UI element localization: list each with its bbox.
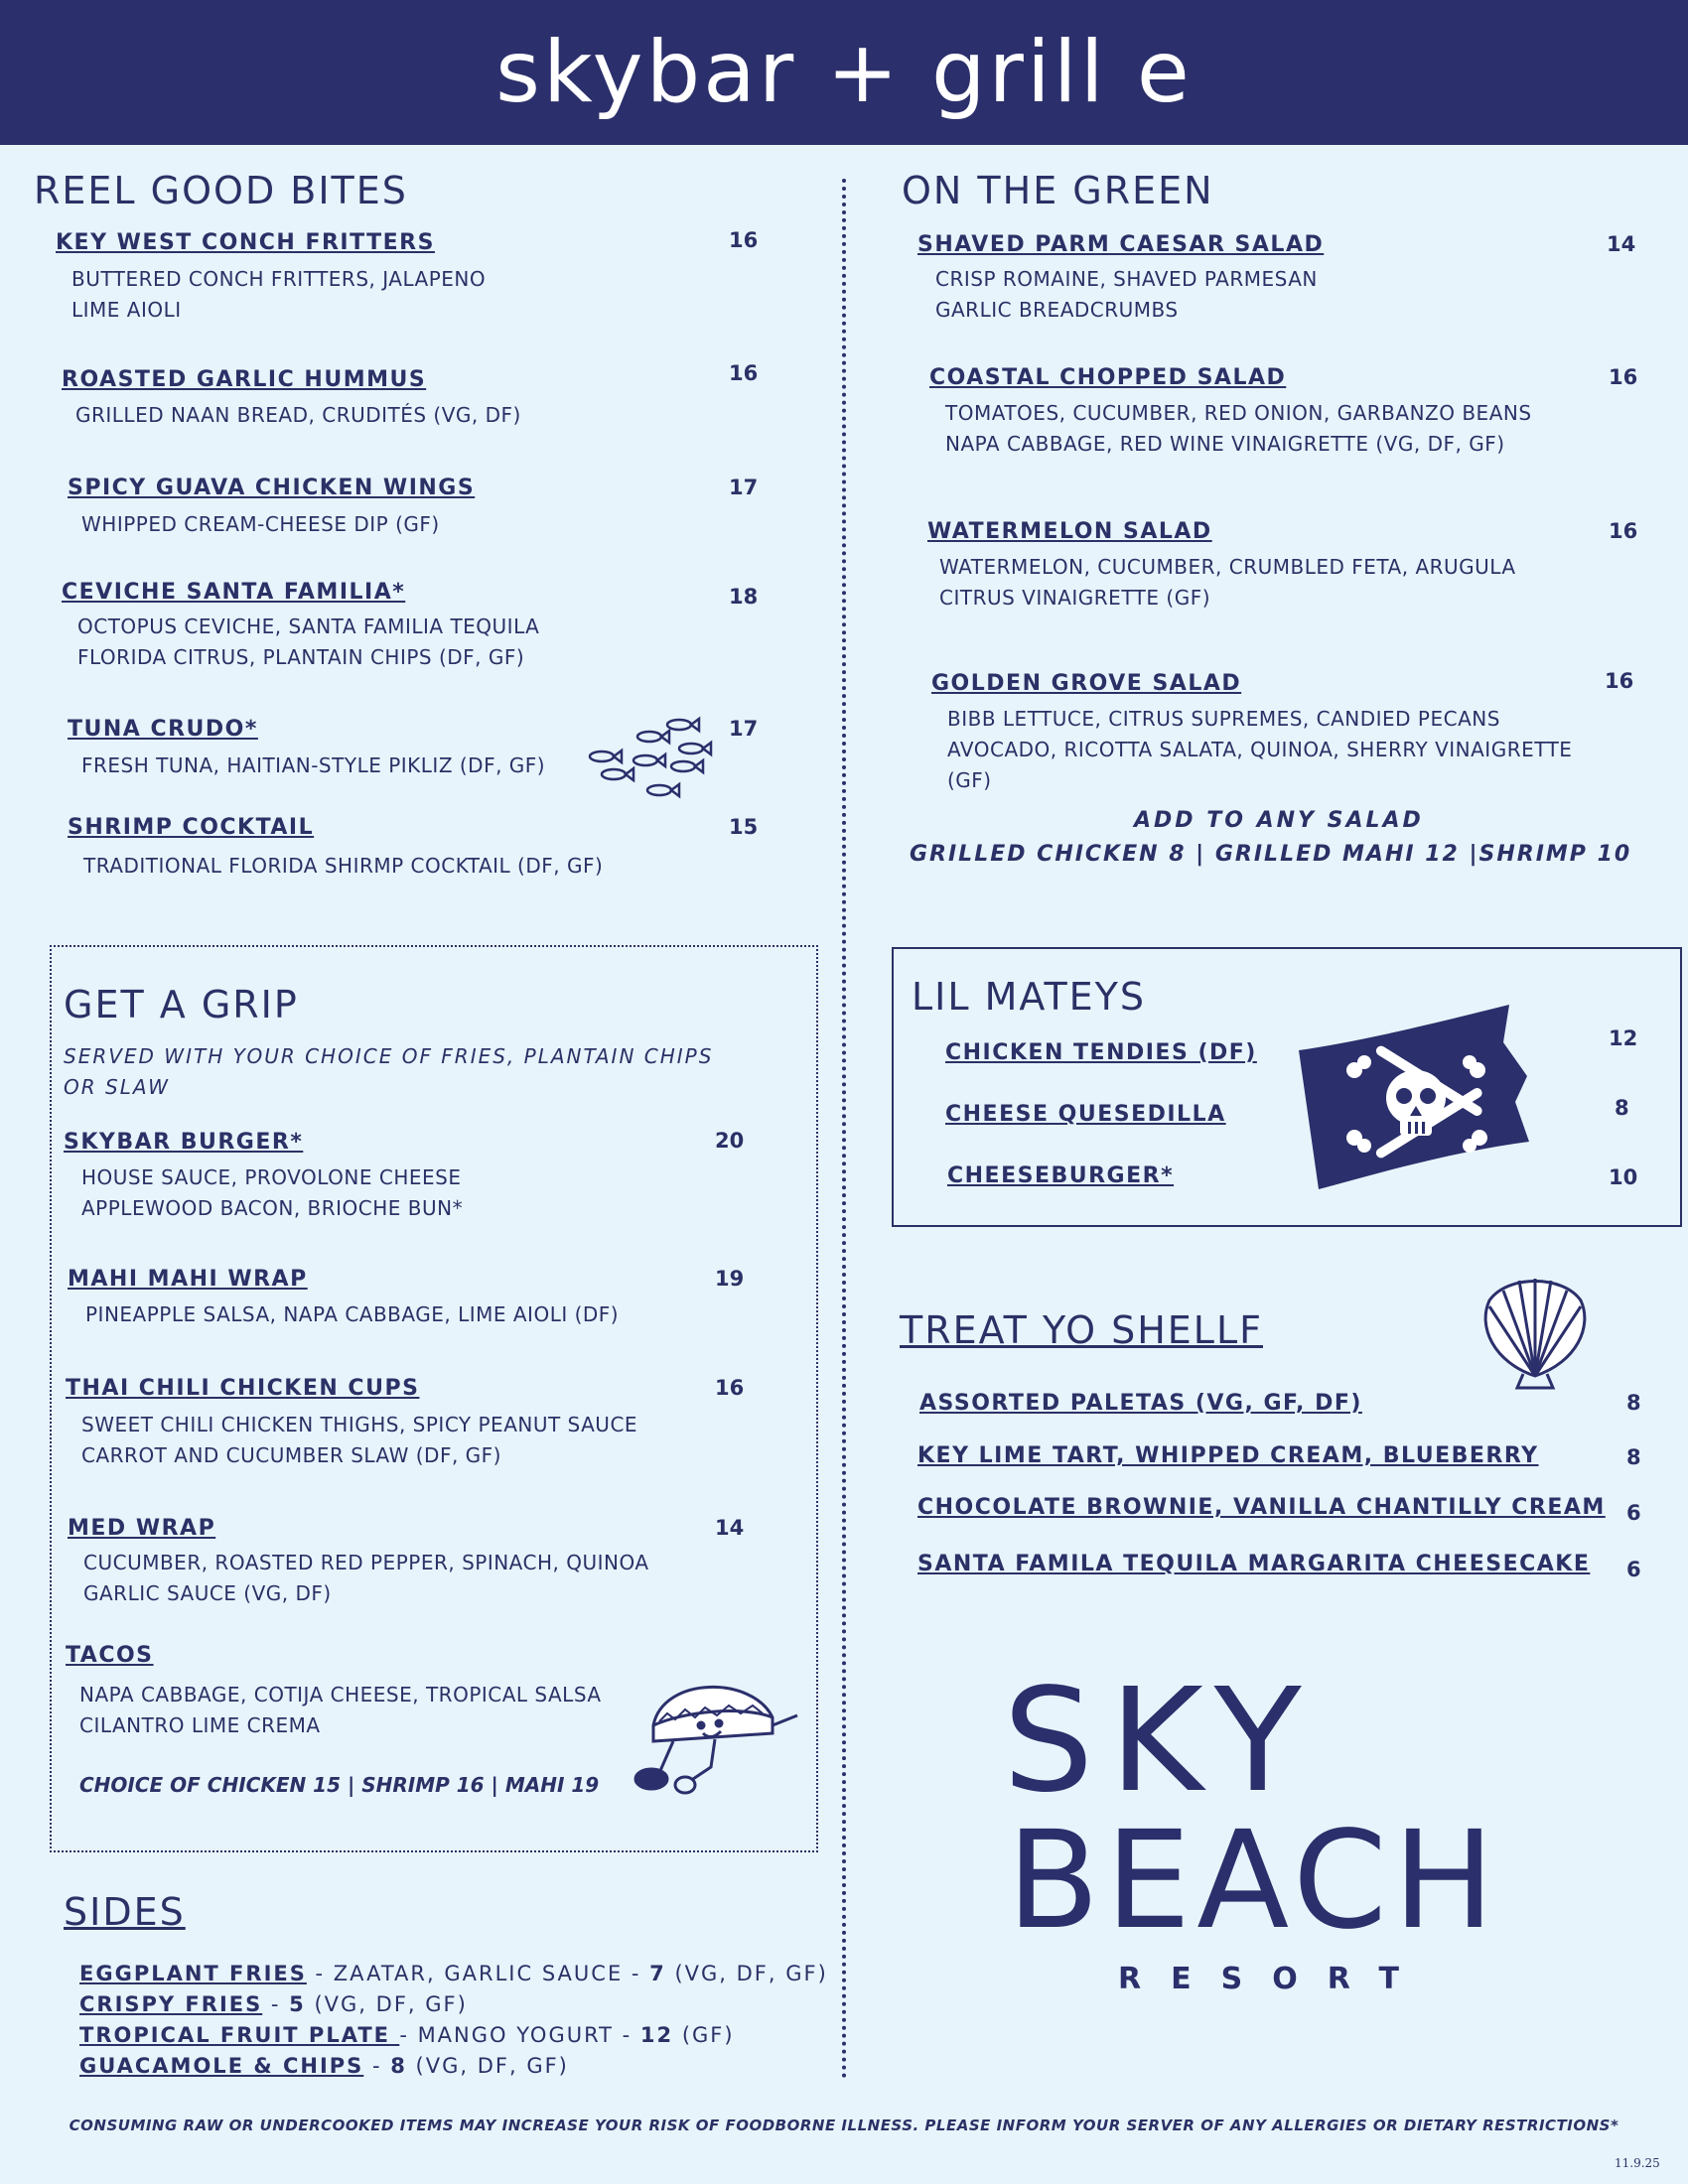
seashell-icon: [1474, 1267, 1597, 1390]
price-watermelon-salad: 16: [1609, 519, 1638, 543]
price-caesar-salad: 14: [1607, 232, 1636, 256]
section-title-reel-good-bites: REEL GOOD BITES: [34, 169, 408, 212]
sides-tags-guacamole: (VG, DF, GF): [406, 2054, 569, 2078]
price-skybar-burger: 20: [715, 1129, 745, 1153]
desc-thai-chili-cups-2: CARROT AND CUCUMBER SLAW (DF, GF): [81, 1443, 501, 1467]
logo-sky: SKY: [1003, 1657, 1318, 1824]
fish-school-icon: [584, 713, 723, 804]
sides-tags-eggplant-fries: (VG, DF, GF): [665, 1962, 828, 1985]
sides-price-eggplant-fries: 7: [649, 1962, 666, 1985]
price-cheese-quesedilla: 8: [1615, 1096, 1629, 1120]
desc-med-wrap-2: GARLIC SAUCE (VG, DF): [83, 1581, 332, 1605]
section-title-sides: SIDES: [64, 1890, 186, 1934]
menu-item-shrimp-cocktail: SHRIMP COCKTAIL: [68, 815, 315, 840]
menu-item-golden-grove: GOLDEN GROVE SALAD: [931, 671, 1242, 696]
sides-detail-crispy-fries: -: [262, 1992, 290, 2016]
sides-name-crispy-fries: CRISPY FRIES: [79, 1992, 263, 2016]
price-guava-wings: 17: [729, 476, 759, 499]
desc-med-wrap-1: CUCUMBER, ROASTED RED PEPPER, SPINACH, QUINOA: [83, 1551, 649, 1574]
desc-watermelon-salad-1: WATERMELON, CUCUMBER, CRUMBLED FETA, ARUGULA: [939, 555, 1516, 579]
menu-item-chicken-tendies: CHICKEN TENDIES (DF): [945, 1040, 1257, 1065]
sides-price-tropical-fruit: 12: [639, 2023, 674, 2047]
sides-name-guacamole: GUACAMOLE & CHIPS: [79, 2054, 364, 2078]
section-title-treat-yo-shellf: TREAT YO SHELLF: [900, 1308, 1263, 1352]
section-title-get-a-grip: GET A GRIP: [64, 983, 299, 1026]
menu-item-ceviche: CEVICHE SANTA FAMILIA*: [62, 580, 406, 605]
column-divider: [842, 179, 846, 2080]
price-garlic-hummus: 16: [729, 361, 759, 385]
served-with-note-2: OR SLAW: [64, 1075, 170, 1099]
menu-date: 11.9.25: [1615, 2156, 1660, 2170]
price-golden-grove: 16: [1605, 669, 1634, 693]
desc-skybar-burger-2: APPLEWOOD BACON, BRIOCHE BUN*: [81, 1196, 464, 1220]
restaurant-title: skybar + grill e: [495, 23, 1193, 122]
sides-tags-tropical-fruit: (GF): [673, 2023, 735, 2047]
logo-beach: BEACH: [1007, 1803, 1501, 1960]
menu-item-skybar-burger: SKYBAR BURGER*: [64, 1130, 304, 1155]
desc-coastal-chopped-1: TOMATOES, CUCUMBER, RED ONION, GARBANZO BEANS: [945, 401, 1532, 425]
menu-item-caesar-salad: SHAVED PARM CAESAR SALAD: [917, 232, 1325, 257]
price-margarita-cheesecake: 6: [1626, 1558, 1641, 1581]
menu-item-med-wrap: MED WRAP: [68, 1516, 216, 1541]
price-med-wrap: 14: [715, 1516, 745, 1540]
add-to-salad-options: GRILLED CHICKEN 8 | GRILLED MAHI 12 |SHRIMP 10: [910, 842, 1632, 867]
menu-item-thai-chili-cups: THAI CHILI CHICKEN CUPS: [66, 1376, 420, 1401]
sides-detail-tropical-fruit: - MANGO YOGURT -: [399, 2023, 640, 2047]
desc-tuna-crudo-1: FRESH TUNA, HAITIAN-STYLE PIKLIZ (DF, GF): [81, 753, 546, 777]
sides-item-guacamole: [79, 2051, 569, 2082]
desc-watermelon-salad-2: CITRUS VINAIGRETTE (GF): [939, 586, 1211, 610]
menu-item-guava-wings: SPICY GUAVA CHICKEN WINGS: [68, 476, 476, 500]
price-chocolate-brownie: 6: [1626, 1501, 1641, 1525]
menu-item-mahi-wrap: MAHI MAHI WRAP: [68, 1267, 308, 1292]
menu-item-conch-fritters: KEY WEST CONCH FRITTERS: [56, 230, 435, 255]
logo-resort: RESORT: [1118, 1962, 1429, 1996]
desc-golden-grove-1: BIBB LETTUCE, CITRUS SUPREMES, CANDIED PECANS: [947, 707, 1500, 731]
dessert-chocolate-brownie: CHOCOLATE BROWNIE, VANILLA CHANTILLY CREAM: [917, 1495, 1606, 1520]
dessert-key-lime-tart: KEY LIME TART, WHIPPED CREAM, BLUEBERRY: [917, 1443, 1539, 1468]
allergy-disclaimer: CONSUMING RAW OR UNDERCOOKED ITEMS MAY INCREASE YOUR RISK OF FOODBORNE ILLNESS. PLEASE INFORM YOUR SERVER OF ANY ALLERGIES OR DIETARY RESTRICTIONS*: [69, 2116, 1619, 2134]
sides-name-eggplant-fries: EGGPLANT FRIES: [79, 1962, 307, 1985]
price-shrimp-cocktail: 15: [729, 815, 759, 839]
dessert-paletas: ASSORTED PALETAS (VG, GF, DF): [919, 1391, 1362, 1416]
section-title-lil-mateys: LIL MATEYS: [912, 975, 1147, 1019]
desc-ceviche-1: OCTOPUS CEVICHE, SANTA FAMILIA TEQUILA: [77, 614, 540, 638]
price-coastal-chopped: 16: [1609, 365, 1638, 389]
sides-name-tropical-fruit: TROPICAL FRUIT PLATE: [79, 2023, 400, 2047]
served-with-note-1: SERVED WITH YOUR CHOICE OF FRIES, PLANTAIN CHIPS: [64, 1044, 714, 1068]
price-conch-fritters: 16: [729, 228, 759, 252]
taco-mascot-icon: [624, 1656, 812, 1805]
desc-guava-wings-1: WHIPPED CREAM-CHEESE DIP (GF): [81, 512, 440, 536]
sides-detail-guacamole: -: [363, 2054, 391, 2078]
price-chicken-tendies: 12: [1609, 1026, 1638, 1050]
section-title-on-the-green: ON THE GREEN: [902, 169, 1214, 212]
menu-item-cheeseburger: CHEESEBURGER*: [947, 1163, 1175, 1188]
dessert-margarita-cheesecake: SANTA FAMILA TEQUILA MARGARITA CHEESECAKE: [917, 1552, 1591, 1576]
sides-item-eggplant-fries: [79, 1959, 828, 1989]
sides-price-guacamole: 8: [390, 2054, 407, 2078]
menu-item-tuna-crudo: TUNA CRUDO*: [68, 717, 258, 742]
menu-item-watermelon-salad: WATERMELON SALAD: [927, 519, 1212, 544]
menu-item-garlic-hummus: ROASTED GARLIC HUMMUS: [62, 367, 427, 392]
desc-caesar-salad-1: CRISP ROMAINE, SHAVED PARMESAN: [935, 267, 1318, 291]
menu-item-tacos: TACOS: [66, 1643, 154, 1668]
desc-tacos-1: NAPA CABBAGE, COTIJA CHEESE, TROPICAL SALSA: [79, 1683, 602, 1706]
price-ceviche: 18: [729, 585, 759, 609]
desc-conch-fritters-1: BUTTERED CONCH FRITTERS, JALAPENO: [71, 267, 487, 291]
tacos-choice: CHOICE OF CHICKEN 15 | SHRIMP 16 | MAHI 19: [79, 1773, 600, 1797]
sides-price-crispy-fries: 5: [289, 1992, 306, 2016]
price-cheeseburger: 10: [1609, 1165, 1638, 1189]
price-tuna-crudo: 17: [729, 717, 759, 741]
sides-tags-crispy-fries: (VG, DF, GF): [305, 1992, 468, 2016]
desc-tacos-2: CILANTRO LIME CREMA: [79, 1713, 321, 1737]
desc-mahi-wrap-1: PINEAPPLE SALSA, NAPA CABBAGE, LIME AIOLI (DF): [85, 1302, 620, 1326]
price-paletas: 8: [1626, 1391, 1641, 1415]
menu-item-cheese-quesedilla: CHEESE QUESEDILLA: [945, 1102, 1226, 1127]
price-key-lime-tart: 8: [1626, 1445, 1641, 1469]
desc-coastal-chopped-2: NAPA CABBAGE, RED WINE VINAIGRETTE (VG, DF, GF): [945, 432, 1505, 456]
desc-conch-fritters-2: LIME AIOLI: [71, 298, 182, 322]
add-to-salad-title: ADD TO ANY SALAD: [1134, 808, 1424, 833]
desc-ceviche-2: FLORIDA CITRUS, PLANTAIN CHIPS (DF, GF): [77, 645, 525, 669]
desc-skybar-burger-1: HOUSE SAUCE, PROVOLONE CHEESE: [81, 1165, 462, 1189]
desc-shrimp-cocktail-1: TRADITIONAL FLORIDA SHIRMP COCKTAIL (DF, GF): [83, 854, 604, 878]
sides-item-tropical-fruit: [79, 2020, 735, 2051]
pirate-flag-icon: [1295, 1003, 1535, 1191]
sides-detail-eggplant-fries: - ZAATAR, GARLIC SAUCE -: [306, 1962, 650, 1985]
sides-item-crispy-fries: [79, 1989, 468, 2020]
desc-garlic-hummus-1: GRILLED NAAN BREAD, CRUDITÉS (VG, DF): [75, 403, 521, 427]
desc-golden-grove-2: AVOCADO, RICOTTA SALATA, QUINOA, SHERRY VINAIGRETTE: [947, 738, 1573, 761]
desc-golden-grove-3: (GF): [947, 768, 992, 792]
price-thai-chili-cups: 16: [715, 1376, 745, 1400]
desc-thai-chili-cups-1: SWEET CHILI CHICKEN THIGHS, SPICY PEANUT SAUCE: [81, 1413, 638, 1436]
menu-item-coastal-chopped: COASTAL CHOPPED SALAD: [929, 365, 1287, 390]
price-mahi-wrap: 19: [715, 1267, 745, 1291]
desc-caesar-salad-2: GARLIC BREADCRUMBS: [935, 298, 1179, 322]
